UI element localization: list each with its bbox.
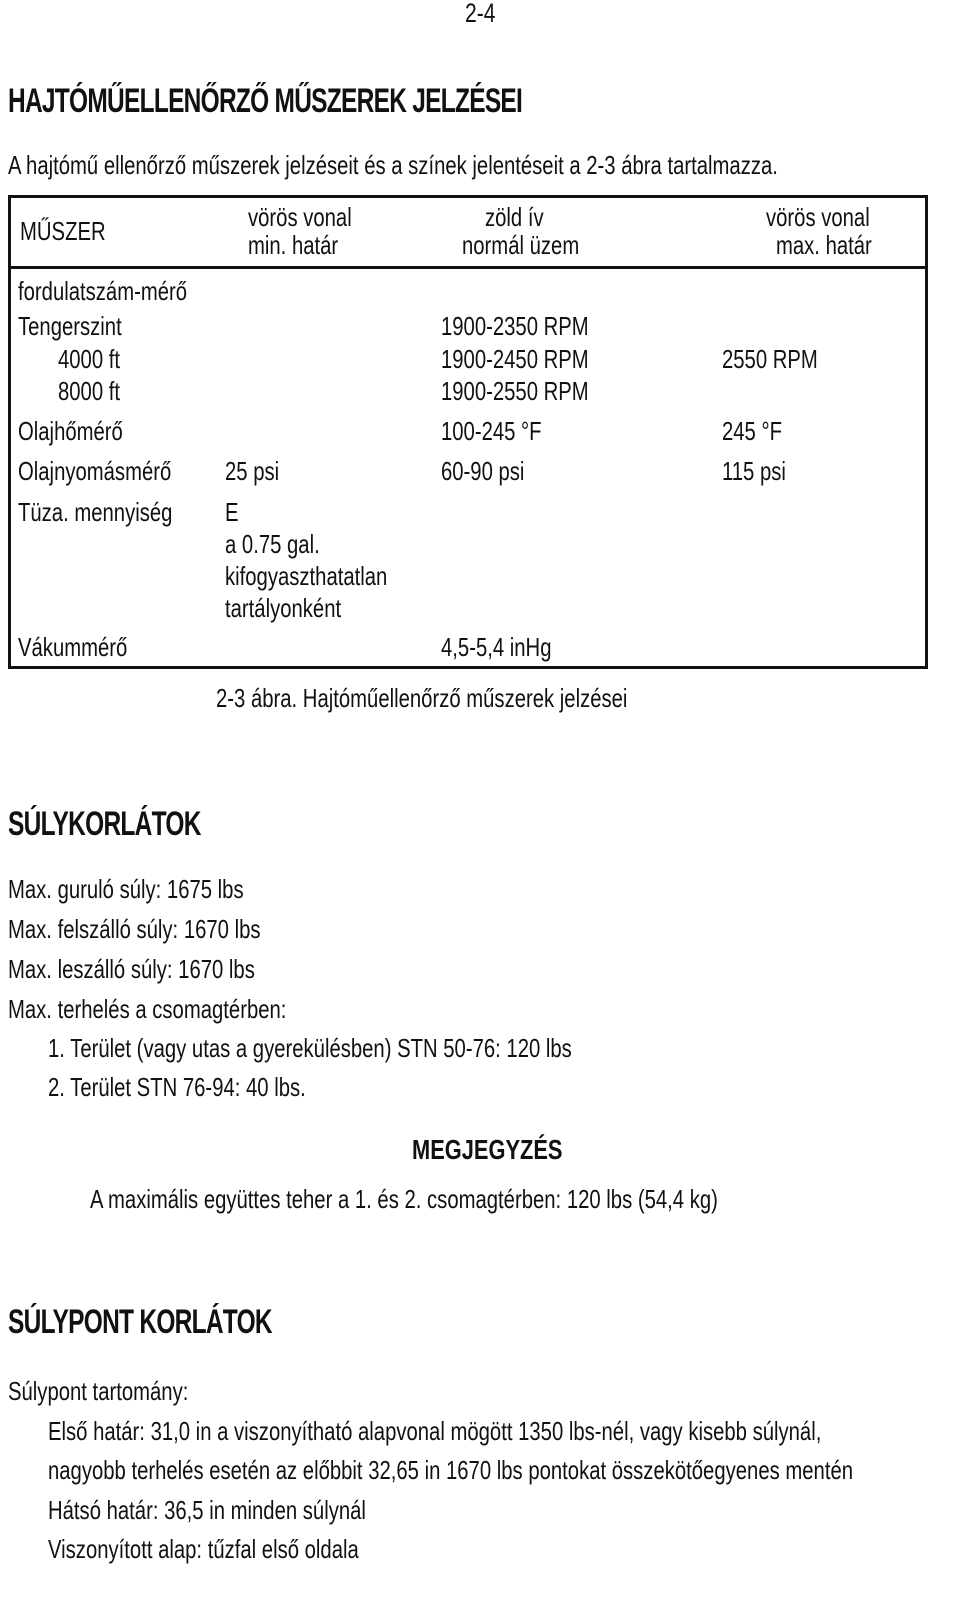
row-fuel-name: Tüza. mennyiség <box>18 497 173 527</box>
cg-line: nagyobb terhelés esetén az előbbit 32,65 in 1670 lbs pontokat összekötőegyenes mentén <box>48 1455 854 1485</box>
row-oil-pressure-red-min: 25 psi <box>225 456 280 486</box>
row-sea-level-green: 1900-2350 RPM <box>441 311 589 341</box>
header-green-line2: normál üzem <box>462 230 580 260</box>
header-red-min-line1: vörös vonal <box>248 202 352 232</box>
row-vacuum-name: Vákummérő <box>18 632 128 662</box>
note-title: MEGJEGYZÉS <box>412 1134 563 1165</box>
cg-range-label: Súlypont tartomány: <box>8 1376 189 1406</box>
figure-caption: 2-3 ábra. Hajtóműellenőrző műszerek jelzései <box>216 683 628 713</box>
row-4000ft-green: 1900-2450 RPM <box>441 344 589 374</box>
header-red-max-line2: max. határ <box>776 230 872 260</box>
cg-line: Első határ: 31,0 in a viszonyítható alapvonal mögött 1350 lbs-nél, vagy kisebb súlynál, <box>48 1416 822 1446</box>
section-title-engine-instruments: HAJTÓMŰELLENŐRZŐ MŰSZEREK JELZÉSEI <box>8 82 523 120</box>
weight-line: Max. terhelés a csomagtérben: <box>8 994 287 1024</box>
row-tach-name: fordulatszám-mérő <box>18 276 188 306</box>
cg-line: Hátsó határ: 36,5 in minden súlynál <box>48 1495 366 1525</box>
row-8000ft-name: 8000 ft <box>58 376 121 406</box>
page-number: 2-4 <box>465 0 496 28</box>
row-oil-pressure-red-max: 115 psi <box>722 456 786 486</box>
section-title-cg-limits: SÚLYPONT KORLÁTOK <box>8 1303 272 1341</box>
row-4000ft-name: 4000 ft <box>58 344 121 374</box>
weight-line: 1. Terület (vagy utas a gyerekülésben) STN 50-76: 120 lbs <box>48 1033 572 1063</box>
row-oil-temp-red-max: 245 °F <box>722 416 782 446</box>
row-oil-pressure-name: Olajnyomásmérő <box>18 456 172 486</box>
header-red-max-line1: vörös vonal <box>766 202 870 232</box>
weight-line: Max. leszálló súly: 1670 lbs <box>8 954 255 984</box>
intro-paragraph: A hajtómű ellenőrző műszerek jelzéseit és a színek jelentéseit a 2-3 ábra tartalmazza. <box>8 150 778 180</box>
header-green-line1: zöld ív <box>485 202 544 232</box>
table-header-divider <box>8 266 928 269</box>
cg-line: Viszonyított alap: tűzfal első oldala <box>48 1534 359 1564</box>
header-red-min-line2: min. határ <box>248 230 339 260</box>
weight-line: Max. guruló súly: 1675 lbs <box>8 874 244 904</box>
weight-line: 2. Terület STN 76-94: 40 lbs. <box>48 1072 306 1102</box>
row-oil-temp-green: 100-245 °F <box>441 416 542 446</box>
row-fuel-red-min-line3: kifogyaszthatatlan <box>225 561 388 591</box>
row-fuel-red-min-line4: tartályonként <box>225 593 342 623</box>
row-vacuum-green: 4,5-5,4 inHg <box>441 632 552 662</box>
note-text: A maximális együttes teher a 1. és 2. csomagtérben: 120 lbs (54,4 kg) <box>90 1184 718 1214</box>
row-sea-level-name: Tengerszint <box>18 311 122 341</box>
row-8000ft-green: 1900-2550 RPM <box>441 376 589 406</box>
weight-line: Max. felszálló súly: 1670 lbs <box>8 914 261 944</box>
row-oil-pressure-green: 60-90 psi <box>441 456 525 486</box>
row-fuel-red-min-line1: E <box>225 497 239 527</box>
row-oil-temp-name: Olajhőmérő <box>18 416 123 446</box>
section-title-weight-limits: SÚLYKORLÁTOK <box>8 805 201 843</box>
row-fuel-red-min-line2: a 0.75 gal. <box>225 529 320 559</box>
row-4000ft-red-max: 2550 RPM <box>722 344 818 374</box>
header-instrument: MŰSZER <box>20 216 106 246</box>
